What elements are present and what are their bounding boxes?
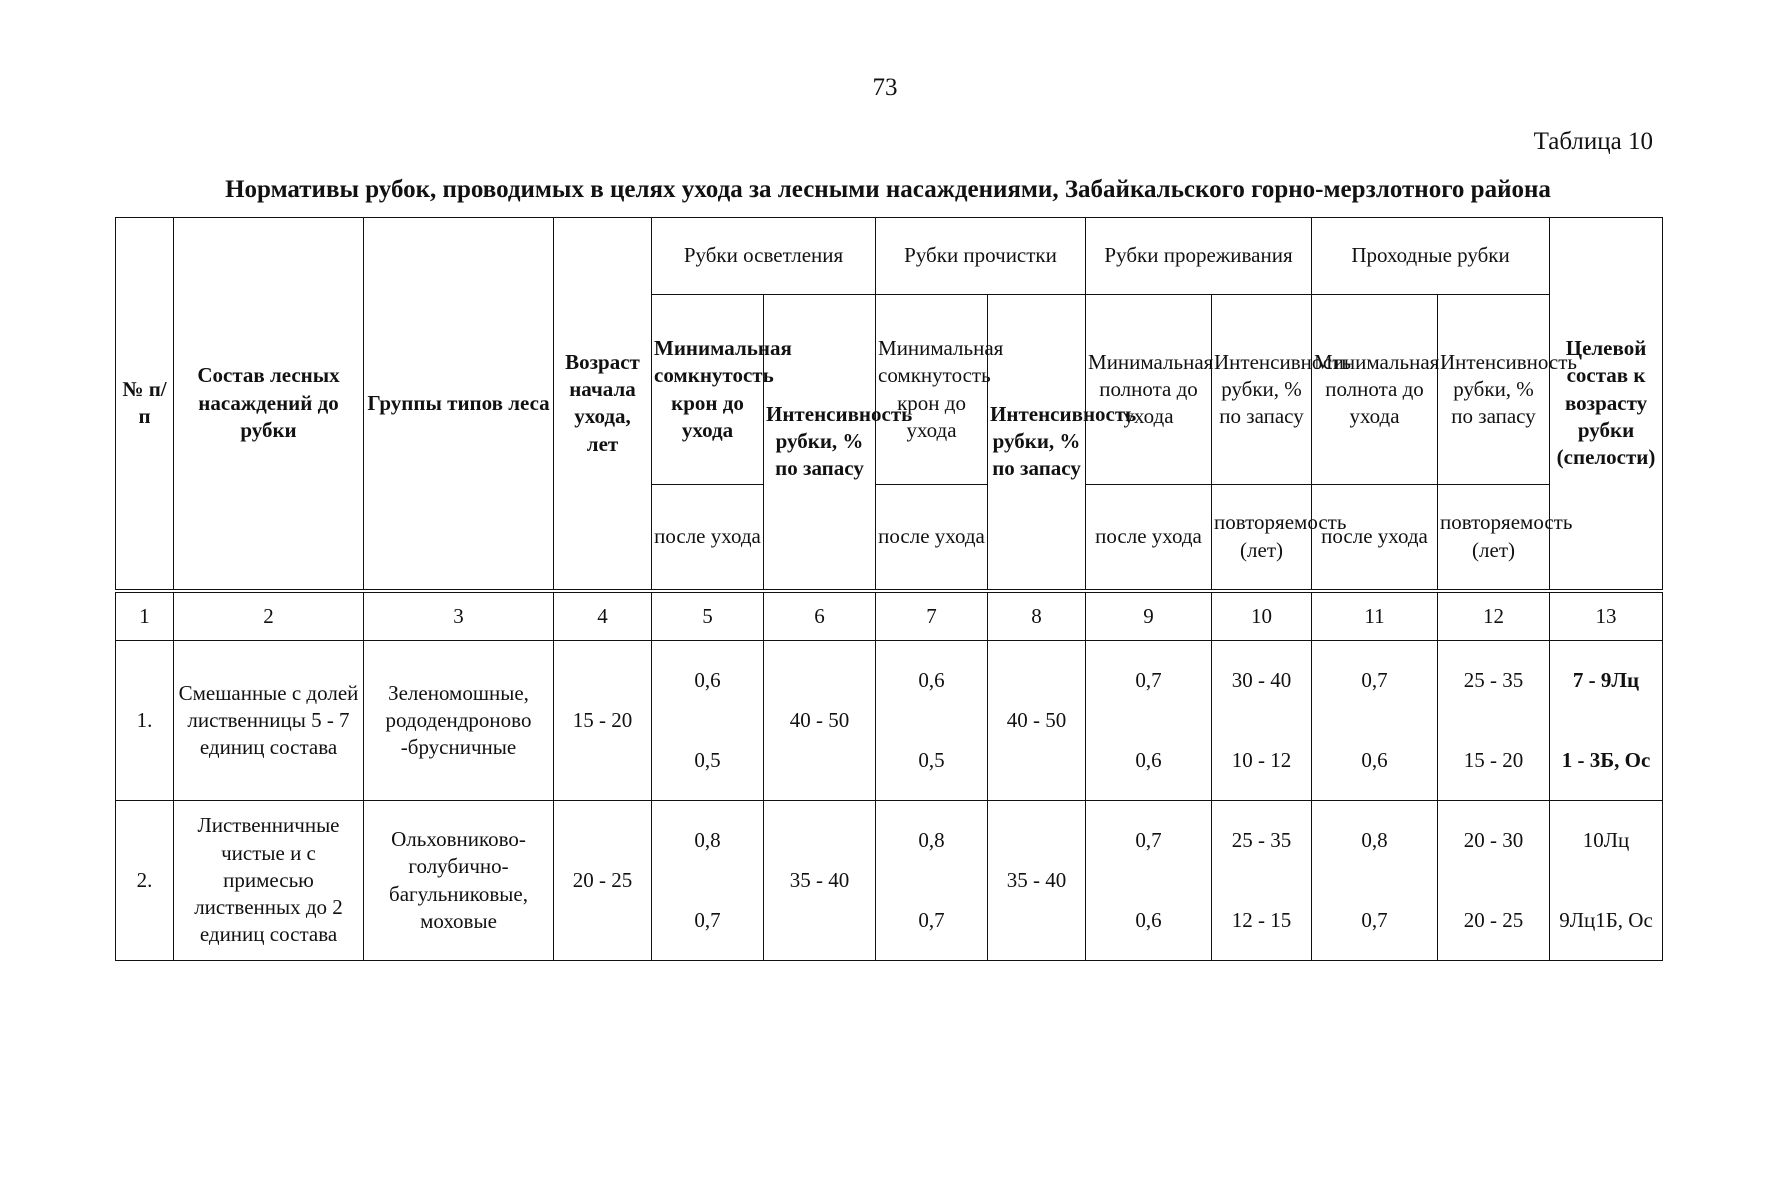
header-forest-groups: Группы типов леса xyxy=(364,218,554,591)
row-proch-after: 0,5 xyxy=(876,721,988,801)
row-osv-intensity: 40 - 50 xyxy=(764,641,876,801)
header-prokh-min: Минимальная полнота до ухода xyxy=(1312,295,1438,485)
column-number: 12 xyxy=(1438,591,1550,641)
header-age: Возраст начала ухода, лет xyxy=(554,218,652,591)
row-prorezh-repeat: 12 - 15 xyxy=(1212,881,1312,961)
row-prorezh-after: 0,6 xyxy=(1086,721,1212,801)
column-number: 6 xyxy=(764,591,876,641)
row-proch-min: 0,8 xyxy=(876,801,988,881)
header-composition: Состав лесных насаждений до рубки xyxy=(174,218,364,591)
row-prorezh-after: 0,6 xyxy=(1086,881,1212,961)
row-prorezh-intensity: 30 - 40 xyxy=(1212,641,1312,721)
header-osv-after: после ухода xyxy=(652,485,764,591)
row-target-main: 7 - 9Лц xyxy=(1550,641,1663,721)
row-prorezh-intensity: 25 - 35 xyxy=(1212,801,1312,881)
column-number: 2 xyxy=(174,591,364,641)
row-composition: Лиственничные чистые и с примесью лиственных до 2 единиц состава xyxy=(174,801,364,961)
row-target-main: 10Лц xyxy=(1550,801,1663,881)
header-prokh-intensity: Интенсивность рубки, % по запасу xyxy=(1438,295,1550,485)
column-number: 1 xyxy=(116,591,174,641)
row-osv-min: 0,6 xyxy=(652,641,764,721)
row-forest-groups: Ольховниково-голубично-багульниковые, моховые xyxy=(364,801,554,961)
header-prokh-after: после ухода xyxy=(1312,485,1438,591)
header-prorezh-after: после ухода xyxy=(1086,485,1212,591)
header-prorezh-repeat: повторяемость (лет) xyxy=(1212,485,1312,591)
row-prokh-intensity: 20 - 30 xyxy=(1438,801,1550,881)
header-group-osvetleniya: Рубки осветления xyxy=(652,218,876,295)
table-row xyxy=(116,641,1663,721)
row-forest-groups: Зеленомошные, рододендроново -брусничные xyxy=(364,641,554,801)
row-composition: Смешанные с долей лиственницы 5 - 7 единиц состава xyxy=(174,641,364,801)
row-prokh-after: 0,6 xyxy=(1312,721,1438,801)
row-prorezh-min: 0,7 xyxy=(1086,641,1212,721)
column-number: 3 xyxy=(364,591,554,641)
table-label: Таблица 10 xyxy=(1533,128,1653,155)
row-osv-after: 0,5 xyxy=(652,721,764,801)
row-target-admixture: 9Лц1Б, Ос xyxy=(1550,881,1663,961)
row-prorezh-min: 0,7 xyxy=(1086,801,1212,881)
row-prokh-repeat: 20 - 25 xyxy=(1438,881,1550,961)
row-osv-after: 0,7 xyxy=(652,881,764,961)
row-prokh-intensity: 25 - 35 xyxy=(1438,641,1550,721)
header-row-groups xyxy=(116,218,1663,295)
header-proch-intensity: Интенсивность рубки, % по запасу xyxy=(988,295,1086,591)
row-osv-intensity: 35 - 40 xyxy=(764,801,876,961)
row-proch-intensity: 35 - 40 xyxy=(988,801,1086,961)
row-num: 1. xyxy=(116,641,174,801)
row-age: 15 - 20 xyxy=(554,641,652,801)
column-number: 11 xyxy=(1312,591,1438,641)
header-group-prokhodnye: Проходные рубки xyxy=(1312,218,1550,295)
table-row xyxy=(116,801,1663,881)
row-prokh-repeat: 15 - 20 xyxy=(1438,721,1550,801)
header-prokh-repeat: повторяемость (лет) xyxy=(1438,485,1550,591)
norms-table xyxy=(115,217,1663,961)
row-age: 20 - 25 xyxy=(554,801,652,961)
row-osv-min: 0,8 xyxy=(652,801,764,881)
row-prokh-min: 0,7 xyxy=(1312,641,1438,721)
header-target: Целевой состав к возрасту рубки (спелости) xyxy=(1550,218,1663,591)
page-number: 73 xyxy=(872,74,898,101)
column-number: 9 xyxy=(1086,591,1212,641)
header-prorezh-intensity: Интенсивность рубки, % по запасу xyxy=(1212,295,1312,485)
column-number: 4 xyxy=(554,591,652,641)
row-target-admixture: 1 - 3Б, Ос xyxy=(1550,721,1663,801)
header-num: № п/п xyxy=(116,218,174,591)
row-proch-min: 0,6 xyxy=(876,641,988,721)
row-proch-after: 0,7 xyxy=(876,881,988,961)
column-number: 8 xyxy=(988,591,1086,641)
row-num: 2. xyxy=(116,801,174,961)
row-prokh-min: 0,8 xyxy=(1312,801,1438,881)
header-prorezh-min: Минимальная полнота до ухода xyxy=(1086,295,1212,485)
header-osv-intensity: Интенсивность рубки, % по запасу xyxy=(764,295,876,591)
row-prorezh-repeat: 10 - 12 xyxy=(1212,721,1312,801)
column-number: 5 xyxy=(652,591,764,641)
row-prokh-after: 0,7 xyxy=(1312,881,1438,961)
table-title: Нормативы рубок, проводимых в целях ухода за лесными насаждениями, Забайкальского горно-мерзлотного района xyxy=(225,176,1551,203)
column-number: 7 xyxy=(876,591,988,641)
header-group-prorezhivaniya: Рубки прореживания xyxy=(1086,218,1312,295)
column-number: 10 xyxy=(1212,591,1312,641)
column-numbers-row xyxy=(116,591,1663,641)
header-osv-min: Минимальная сомкнутость крон до ухода xyxy=(652,295,764,485)
header-group-prochistki: Рубки прочистки xyxy=(876,218,1086,295)
header-proch-after: после ухода xyxy=(876,485,988,591)
column-number: 13 xyxy=(1550,591,1663,641)
row-proch-intensity: 40 - 50 xyxy=(988,641,1086,801)
header-proch-min: Минимальная сомкнутость крон до ухода xyxy=(876,295,988,485)
